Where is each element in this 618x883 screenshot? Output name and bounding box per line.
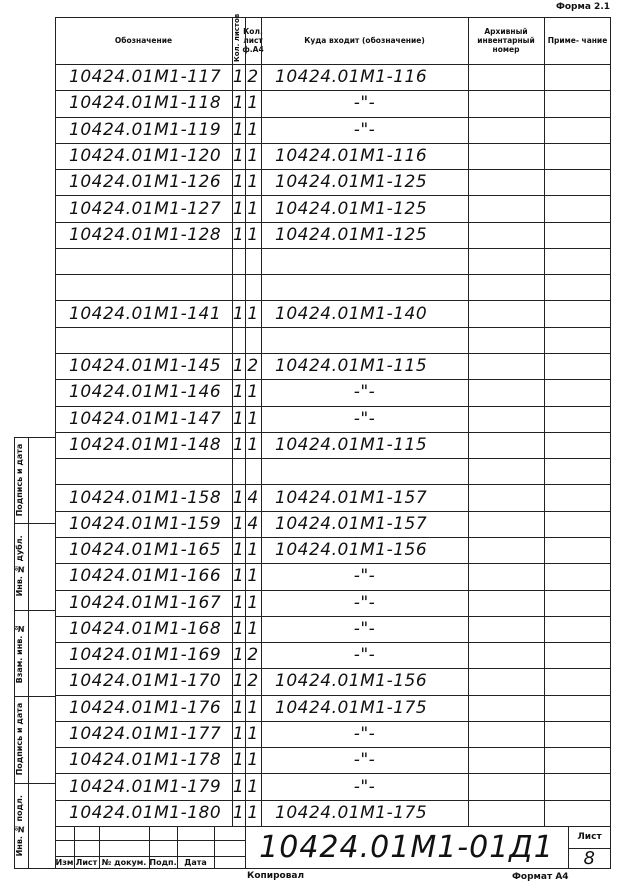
cell-where-used: 10424.01М1-125 bbox=[275, 198, 428, 219]
cell-sheets-a4: 1 bbox=[247, 145, 259, 166]
cell-sheets-a4: 1 bbox=[247, 724, 259, 745]
cell-sheets-a4 bbox=[245, 274, 261, 300]
cell-sheets: 1 bbox=[232, 540, 245, 561]
cell-sheets: 1 bbox=[232, 513, 245, 534]
cell-where-used: 10424.01М1-156 bbox=[275, 540, 428, 561]
cell-sheets-a4: 1 bbox=[247, 697, 259, 718]
cell-sheets: 1 bbox=[232, 67, 245, 88]
cell-designation: 10424.01М1-180 bbox=[69, 802, 222, 823]
cell-designation: 10424.01М1-167 bbox=[69, 592, 222, 613]
cell-designation: 10424.01М1-148 bbox=[69, 434, 222, 455]
cell-where-used bbox=[261, 274, 468, 300]
cell-where-used: 10424.01М1-125 bbox=[275, 172, 428, 193]
cell-sheets: 1 bbox=[232, 802, 245, 823]
cell-where-used: 10424.01М1-156 bbox=[275, 671, 428, 692]
column-line bbox=[468, 17, 469, 826]
cell-sheets-a4: 1 bbox=[247, 382, 259, 403]
sheet-number: 8 bbox=[583, 848, 596, 869]
cell-sheets-a4: 2 bbox=[247, 671, 259, 692]
cell-sheets: 1 bbox=[232, 356, 245, 377]
cell-sheets-a4: 1 bbox=[247, 540, 259, 561]
cell-sheets: 1 bbox=[232, 724, 245, 745]
side-label: Подпись и дата bbox=[15, 703, 24, 776]
cell-sheets: 1 bbox=[232, 224, 245, 245]
side-label: Инв. № дубл. bbox=[15, 536, 24, 598]
cell-designation: 10424.01М1-119 bbox=[69, 119, 222, 140]
cell-sheets: 1 bbox=[232, 618, 245, 639]
cell-designation: 10424.01М1-141 bbox=[69, 303, 222, 324]
cell-designation bbox=[69, 274, 230, 300]
cell-sheets: 1 bbox=[232, 93, 245, 114]
cell-sheets: 1 bbox=[232, 119, 245, 140]
cell-where-used: 10424.01М1-157 bbox=[275, 487, 428, 508]
cell-designation: 10424.01М1-117 bbox=[69, 67, 222, 88]
cell-sheets-a4: 1 bbox=[247, 618, 259, 639]
cell-sheets-a4: 1 bbox=[247, 776, 259, 797]
cell-sheets: 1 bbox=[232, 303, 245, 324]
title-block-row-line bbox=[55, 840, 245, 841]
cell-sheets-a4: 2 bbox=[247, 67, 259, 88]
side-divider bbox=[28, 437, 29, 869]
title-block-col-line bbox=[214, 826, 215, 869]
side-label: Подпись и дата bbox=[15, 443, 24, 517]
cell-where-used: 10424.01М1-125 bbox=[275, 224, 428, 245]
title-block-col-label: Подп. bbox=[149, 858, 177, 867]
cell-sheets-a4: 1 bbox=[247, 93, 259, 114]
cell-designation: 10424.01М1-176 bbox=[69, 697, 222, 718]
cell-where-used: 10424.01М1-116 bbox=[275, 145, 428, 166]
cell-where-used: 10424.01М1-175 bbox=[275, 802, 428, 823]
cell-sheets-a4: 1 bbox=[247, 224, 259, 245]
cell-sheets: 1 bbox=[232, 566, 245, 587]
cell-where-used bbox=[261, 248, 468, 274]
form-label: Форма 2.1 bbox=[555, 2, 610, 12]
cell-sheets-a4: 1 bbox=[247, 408, 259, 429]
title-block-col-label: Дата bbox=[184, 858, 207, 867]
cell-sheets-a4: 1 bbox=[247, 592, 259, 613]
cell-sheets-a4 bbox=[245, 248, 261, 274]
cell-where-used: -"- bbox=[353, 750, 376, 771]
cell-designation: 10424.01М1-165 bbox=[69, 540, 222, 561]
cell-sheets: 1 bbox=[232, 776, 245, 797]
cell-sheets-a4: 4 bbox=[247, 487, 259, 508]
side-label: Инв. № подл. bbox=[15, 795, 24, 857]
cell-sheets bbox=[232, 274, 245, 300]
cell-sheets-a4: 1 bbox=[247, 198, 259, 219]
cell-sheets: 1 bbox=[232, 750, 245, 771]
cell-designation: 10424.01М1-168 bbox=[69, 618, 222, 639]
header-designation: Обозначение bbox=[114, 36, 173, 45]
cell-designation: 10424.01М1-147 bbox=[69, 408, 222, 429]
column-line bbox=[544, 17, 545, 826]
cell-where-used: -"- bbox=[353, 645, 376, 666]
cell-designation: 10424.01М1-170 bbox=[69, 671, 222, 692]
cell-where-used: -"- bbox=[353, 382, 376, 403]
title-block-col-label: Изм bbox=[55, 858, 74, 867]
cell-where-used bbox=[261, 458, 468, 484]
format-label: Формат А4 bbox=[512, 872, 569, 882]
cell-designation bbox=[69, 248, 230, 274]
cell-designation: 10424.01М1-126 bbox=[69, 172, 222, 193]
cell-sheets: 1 bbox=[232, 408, 245, 429]
cell-sheets: 1 bbox=[232, 198, 245, 219]
cell-sheets bbox=[232, 458, 245, 484]
cell-sheets: 1 bbox=[232, 487, 245, 508]
header-sheets: Кол. листов bbox=[233, 13, 241, 62]
cell-where-used: 10424.01М1-115 bbox=[275, 356, 428, 377]
cell-where-used: 10424.01М1-140 bbox=[275, 303, 428, 324]
cell-where-used: -"- bbox=[353, 724, 376, 745]
cell-where-used: -"- bbox=[353, 408, 376, 429]
cell-designation: 10424.01М1-179 bbox=[69, 776, 222, 797]
cell-designation: 10424.01М1-128 bbox=[69, 224, 222, 245]
cell-where-used: 10424.01М1-157 bbox=[275, 513, 428, 534]
header-note: Приме- чание bbox=[547, 36, 608, 45]
cell-sheets: 1 bbox=[232, 671, 245, 692]
cell-sheets-a4: 1 bbox=[247, 172, 259, 193]
cell-sheets: 1 bbox=[232, 434, 245, 455]
cell-designation: 10424.01М1-166 bbox=[69, 566, 222, 587]
header-sheets-a4: Кол. лист ф.А4 bbox=[242, 27, 264, 54]
cell-sheets-a4: 1 bbox=[247, 303, 259, 324]
cell-sheets: 1 bbox=[232, 645, 245, 666]
cell-where-used: 10424.01М1-115 bbox=[275, 434, 428, 455]
cell-designation bbox=[69, 458, 230, 484]
cell-sheets: 1 bbox=[232, 172, 245, 193]
cell-where-used: -"- bbox=[353, 566, 376, 587]
cell-where-used: 10424.01М1-175 bbox=[275, 697, 428, 718]
cell-sheets-a4: 1 bbox=[247, 434, 259, 455]
cell-designation: 10424.01М1-118 bbox=[69, 93, 222, 114]
document-number: 10424.01М1-01Д1 bbox=[259, 830, 554, 865]
cell-sheets-a4: 2 bbox=[247, 356, 259, 377]
sheet-label: Лист bbox=[577, 832, 602, 842]
cell-designation: 10424.01М1-158 bbox=[69, 487, 222, 508]
copied-label: Копировал bbox=[247, 871, 305, 881]
cell-sheets bbox=[232, 248, 245, 274]
cell-where-used: -"- bbox=[353, 592, 376, 613]
cell-where-used: -"- bbox=[353, 776, 376, 797]
cell-sheets: 1 bbox=[232, 697, 245, 718]
header-where-used: Куда входит (обозначение) bbox=[304, 36, 425, 45]
cell-sheets-a4: 1 bbox=[247, 750, 259, 771]
cell-sheets-a4: 1 bbox=[247, 802, 259, 823]
cell-where-used bbox=[261, 327, 468, 353]
cell-designation bbox=[69, 327, 230, 353]
cell-where-used: 10424.01М1-116 bbox=[275, 67, 428, 88]
cell-sheets bbox=[232, 327, 245, 353]
cell-sheets-a4 bbox=[245, 458, 261, 484]
title-block-col-label: № докум. bbox=[101, 858, 147, 867]
cell-designation: 10424.01М1-178 bbox=[69, 750, 222, 771]
cell-designation: 10424.01М1-145 bbox=[69, 356, 222, 377]
cell-sheets-a4: 2 bbox=[247, 645, 259, 666]
cell-designation: 10424.01М1-159 bbox=[69, 513, 222, 534]
cell-designation: 10424.01М1-169 bbox=[69, 645, 222, 666]
cell-where-used: -"- bbox=[353, 93, 376, 114]
title-block-col-label: Лист bbox=[75, 858, 98, 867]
cell-sheets: 1 bbox=[232, 382, 245, 403]
cell-sheets-a4 bbox=[245, 327, 261, 353]
cell-sheets: 1 bbox=[232, 592, 245, 613]
cell-designation: 10424.01М1-127 bbox=[69, 198, 222, 219]
cell-where-used: -"- bbox=[353, 119, 376, 140]
side-label: Взам. инв. № bbox=[15, 623, 24, 683]
header-archive: Архивный инвентарный номер bbox=[477, 27, 535, 54]
cell-designation: 10424.01М1-146 bbox=[69, 382, 222, 403]
cell-sheets-a4: 1 bbox=[247, 119, 259, 140]
cell-designation: 10424.01М1-177 bbox=[69, 724, 222, 745]
cell-where-used: -"- bbox=[353, 618, 376, 639]
cell-sheets-a4: 4 bbox=[247, 513, 259, 534]
cell-sheets-a4: 1 bbox=[247, 566, 259, 587]
cell-designation: 10424.01М1-120 bbox=[69, 145, 222, 166]
cell-sheets: 1 bbox=[232, 145, 245, 166]
